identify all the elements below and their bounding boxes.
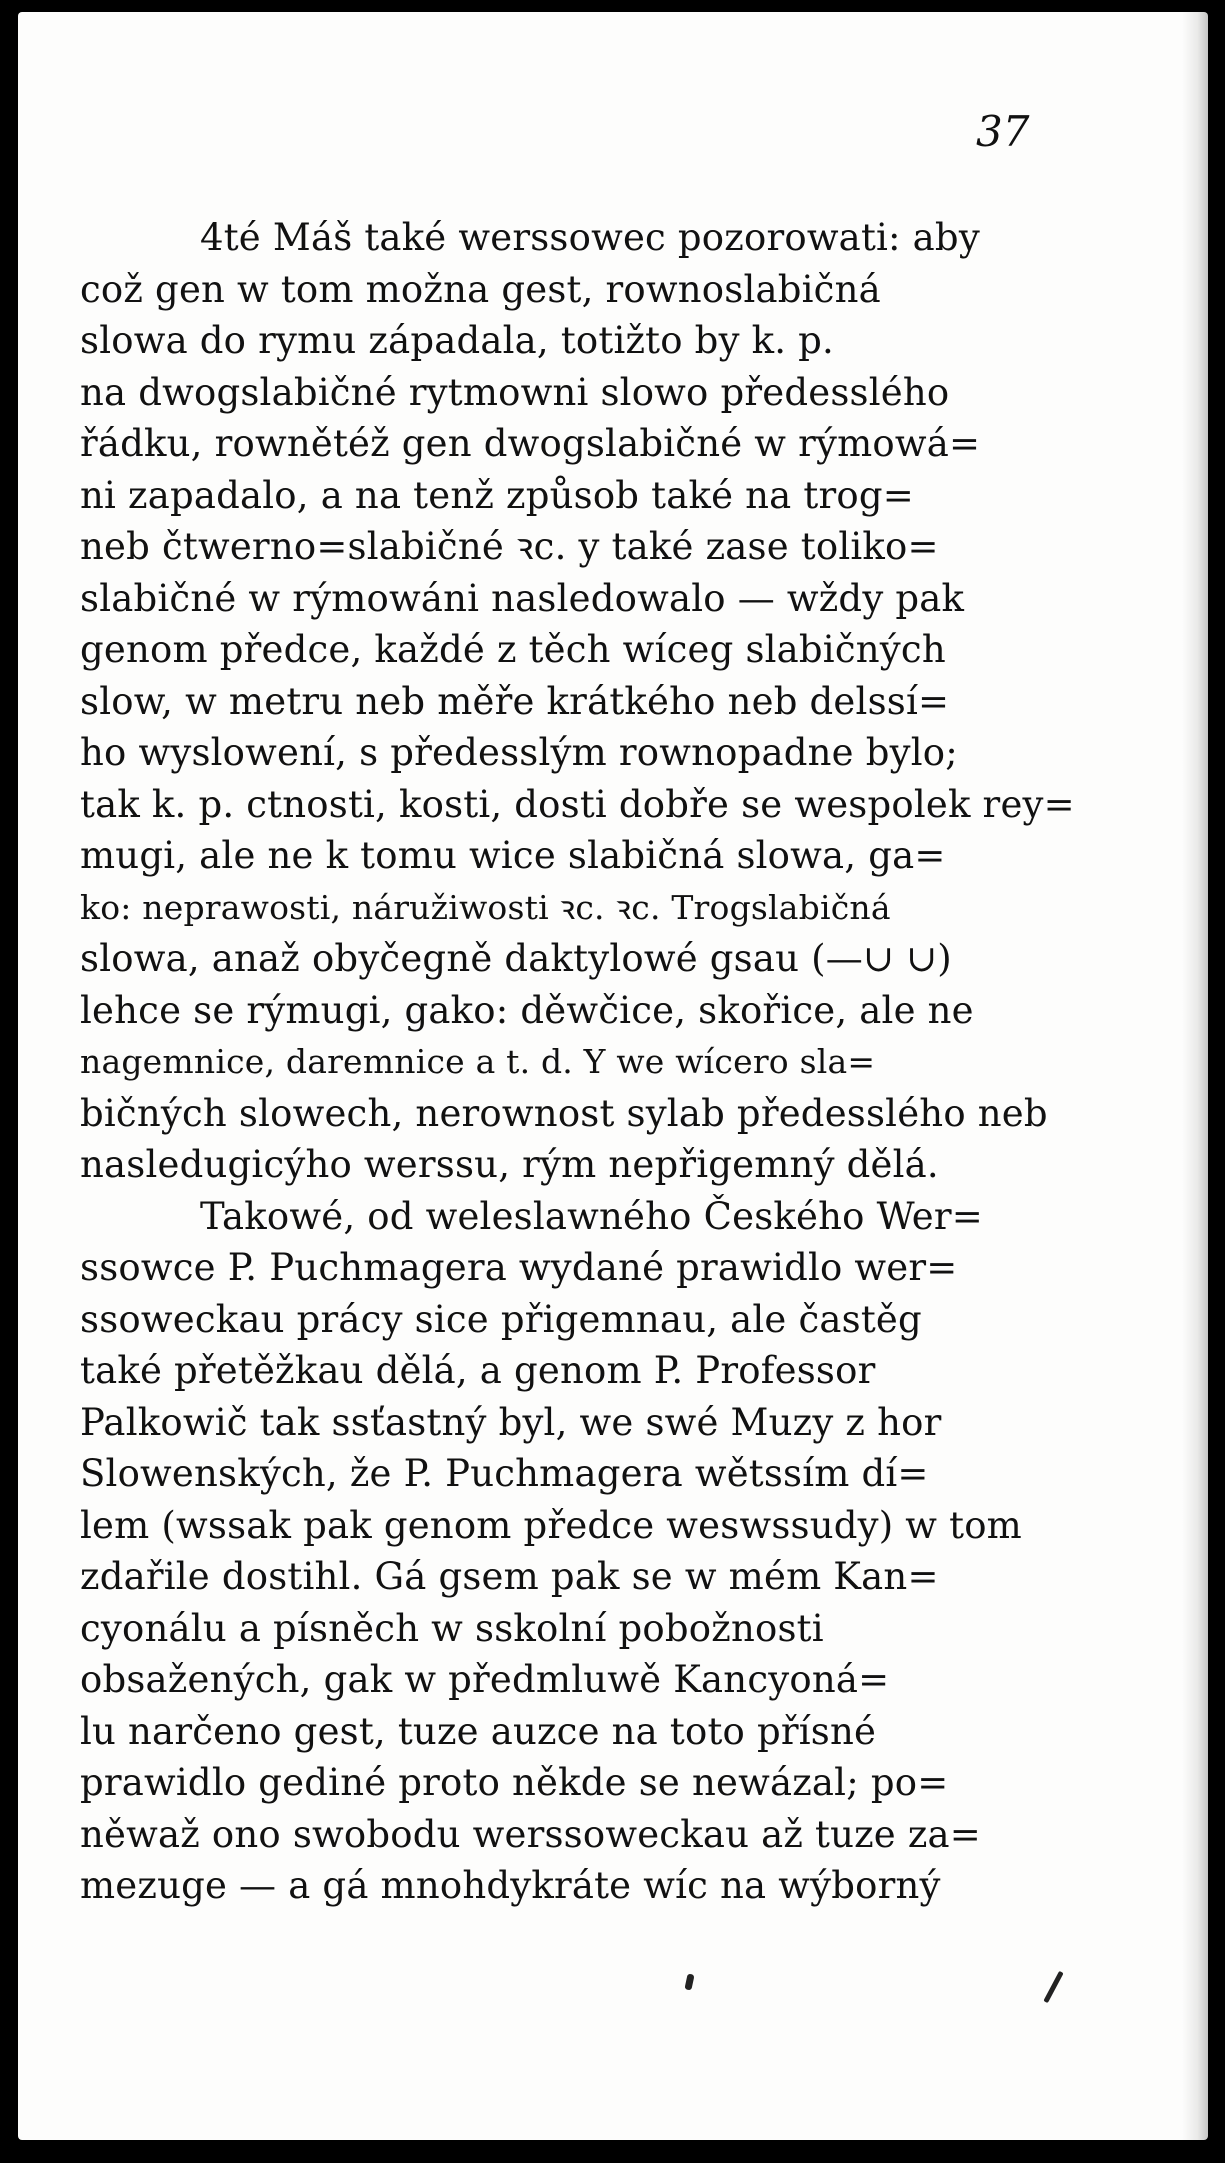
- text-line: ssowce P. Puchmagera wydané prawidlo wer=: [80, 1246, 958, 1289]
- text-line: zdařile dostihl. Gá gsem pak se w mém Kan=: [80, 1555, 939, 1598]
- body-text: [80, 212, 1080, 1912]
- text-line: nasledugicýho werssu, rým nepřigemný dělá.: [80, 1143, 939, 1186]
- text-line: Palkowič tak ssťastný byl, we swé Muzy z hor: [80, 1400, 942, 1444]
- text-line: bičných slowech, nerownost sylab předesslého neb: [80, 1091, 1048, 1135]
- text-line: na dwogslabičné rytmowni slowo předesslého: [80, 370, 950, 414]
- text-line: slowa, anaž obyčegně daktylowé gsau (—∪ ∪): [80, 937, 952, 980]
- text-line: prawidlo gediné proto někde se newázal; po=: [80, 1761, 949, 1804]
- text-line: mugi, ale ne k tomu wice slabičná slowa, ga=: [80, 834, 946, 877]
- text-line: nagemnice, daremnice a t. d. Y we wícero sla=: [80, 1042, 876, 1081]
- page-edge-shadow: [1182, 12, 1208, 2140]
- text-line: ho wyslowení, s předesslým rownopadne bylo;: [80, 731, 958, 774]
- text-line: tak k. p. ctnosti, kosti, dosti dobře se wespolek rey=: [80, 782, 1075, 826]
- book-page: [18, 12, 1208, 2140]
- text-line: ssoweckau prácy sice přigemnau, ale častěg: [80, 1297, 922, 1341]
- text-line: ko: neprawosti, náružiwosti ꝛc. ꝛc. Trogslabičná: [80, 887, 891, 927]
- text-line: Slowenských, že P. Puchmagera wětssím dí=: [80, 1452, 929, 1495]
- text-line: lem (wssak pak genom předce weswssudy) w tom: [80, 1503, 1022, 1547]
- text-line: mezuge — a gá mnohdykráte wíc na wýborný: [80, 1864, 941, 1907]
- text-line: slow, w metru neb měře krátkého neb delssí=: [80, 679, 950, 723]
- text-line: také přetěžkau dělá, a genom P. Professor: [80, 1349, 876, 1392]
- text-line: což gen w tom možna gest, rownoslabičná: [80, 267, 881, 311]
- text-line: Takowé, od weleslawného Českého Wer=: [200, 1194, 983, 1238]
- text-line: cyonálu a písněch w sskolní pobožnosti: [80, 1606, 824, 1650]
- text-line: neb čtwerno=slabičné ꝛc. y také zase toliko=: [80, 525, 939, 568]
- text-line: ni zapadalo, a na tenž způsob také na trog=: [80, 473, 914, 517]
- text-line: 4té Máš také werssowec pozorowati: aby: [200, 216, 980, 259]
- text-line: genom předce, každé z těch wíceg slabičných: [80, 628, 946, 671]
- ink-speck: [684, 1973, 694, 1990]
- text-line: řádku, rownětéž gen dwogslabičné w rýmowá=: [80, 422, 981, 465]
- text-line: lu narčeno gest, tuze auzce na toto přísné: [80, 1709, 877, 1753]
- ink-stroke: [1043, 1971, 1063, 2003]
- text-line: slowa do rymu západala, totižto by k. p.: [80, 319, 835, 362]
- page-number: 37: [976, 107, 1030, 156]
- text-line: lehce se rýmugi, gako: děwčice, skořice, ale ne: [80, 988, 974, 1032]
- text-line: slabičné w rýmowáni nasledowalo — wždy pak: [80, 576, 965, 620]
- text-line: obsažených, gak w předmluwě Kancyoná=: [80, 1658, 890, 1701]
- text-line: něwaž ono swobodu werssoweckau až tuze za=: [80, 1812, 982, 1856]
